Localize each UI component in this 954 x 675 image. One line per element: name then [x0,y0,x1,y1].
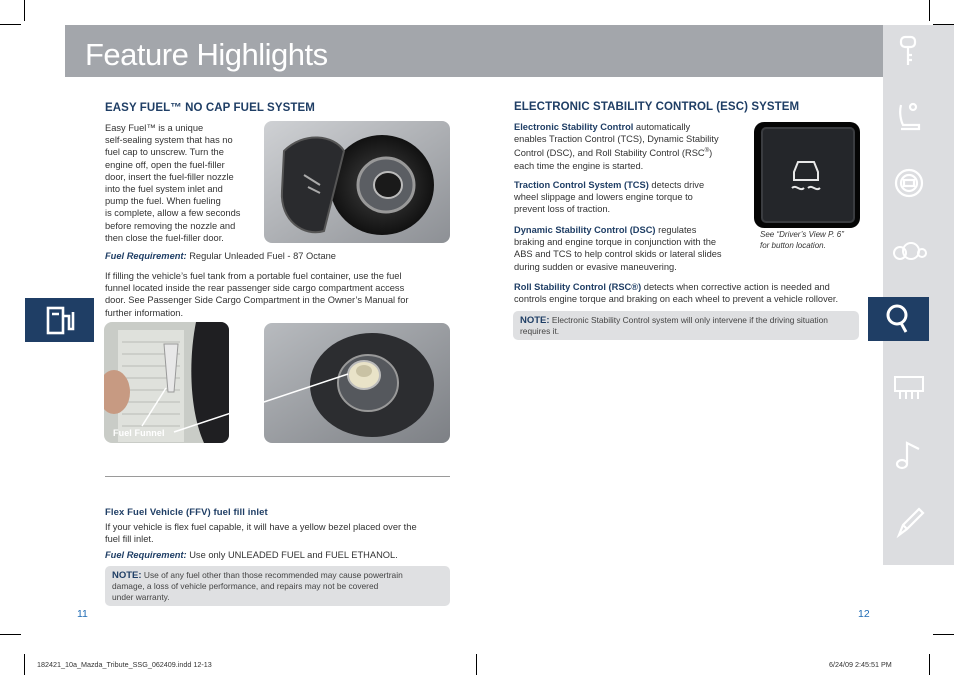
tab-climate[interactable] [883,365,935,409]
portable-container-paragraph: If filling the vehicle’s fuel tank from a portable fuel container, use the fuel funnel located inside the rear passenger side cargo compartment access door. See Passenger Side Cargo Compartment in the Owner’s Manual for further information. [105,271,409,318]
magnifier-icon [881,301,917,337]
tab-key[interactable] [883,29,935,73]
crop-mark [933,634,954,635]
esc-button-photo [754,122,860,228]
tab-seat[interactable] [883,95,935,139]
print-slug-file: 182421_10a_Mazda_Tribute_SSG_062409.indd 12-13 [37,660,212,669]
tab-audio[interactable] [883,433,935,477]
page-number-right: 12 [858,608,870,620]
tab-notes[interactable] [883,501,935,545]
crop-mark [929,654,930,675]
section-tab-rail [883,25,954,565]
gauges-icon [891,233,927,269]
steering-wheel-icon [891,165,927,201]
esc-paragraph: Electronic Stability Control automatically enables Traction Control (TCS), Dynamic Stability Control (DSC), and Roll Stability Control (RSC®) each time the engine is started. [514,122,719,171]
tab-features[interactable] [868,297,929,341]
seat-icon [891,99,927,135]
music-note-icon [891,437,927,473]
climate-control-icon [891,369,927,405]
ffv-heading: Flex Fuel Vehicle (FFV) fuel fill inlet [105,507,268,518]
tab-steering[interactable] [883,161,935,205]
fuel-pump-icon [42,303,78,337]
key-icon [891,33,927,69]
crop-mark [0,634,21,635]
crop-mark [929,0,930,21]
page-number-left: 11 [77,608,88,620]
ffv-fuel-requirement: Fuel Requirement: Use only UNLEADED FUEL and FUEL ETHANOL. [105,550,398,560]
esc-note: NOTE: Electronic Stability Control system will only intervene if the driving situation requires it. [513,311,859,340]
crop-mark [24,654,25,675]
fuel-filler-door-photo [264,121,450,243]
fuel-requirement: Fuel Requirement: Regular Unleaded Fuel - 87 Octane [105,251,336,261]
fuel-funnel-label: Fuel Funnel [113,428,165,438]
tab-gauges[interactable] [883,229,935,273]
ffv-paragraph: If your vehicle is flex fuel capable, it will have a yellow bezel placed over the fuel fill inlet. [105,522,417,545]
title-banner [65,25,883,77]
crop-mark [0,24,21,25]
dsc-paragraph: Dynamic Stability Control (DSC) regulates braking and engine torque in conjunction with the ABS and TCS to help control skids or lateral slides during sudden or evasive maneuvering. [514,225,722,272]
fuel-funnel-callout-lines [104,322,450,444]
esc-button-caption: See “Driver’s View P. 6” for button location. [760,230,844,250]
easy-fuel-heading: EASY FUEL™ NO CAP FUEL SYSTEM [105,102,315,114]
section-divider [105,476,450,477]
print-slug-timestamp: 6/24/09 2:45:51 PM [829,660,892,669]
easy-fuel-intro: Easy Fuel™ is a unique self-sealing system that has no fuel cap to unscrew. Turn the engine off, open the fuel-filler door, insert the fuel-filler nozzle into the fuel system inlet and pump the fuel. When fueling is complete, allow a few seconds before removing the nozzle and then close the fuel-filler door. [105,123,241,243]
tcs-paragraph: Traction Control System (TCS) detects drive wheel slippage and lowers engine torque to prevent loss of traction. [514,180,705,215]
page-title: Feature Highlights [85,37,328,72]
rsc-paragraph: Roll Stability Control (RSC®) detects when corrective action is needed and controls engine torque and braking on each wheel to prevent a vehicle rollover. [514,282,839,305]
crop-mark [476,654,477,675]
fuel-section-tab[interactable] [25,298,94,342]
pen-icon [891,505,927,541]
fuel-note: NOTE: Use of any fuel other than those recommended may cause powertrain damage, a loss of vehicle performance, and repairs may not be covered under warranty. [105,566,450,606]
esc-heading: ELECTRONIC STABILITY CONTROL (ESC) SYSTEM [514,101,800,113]
crop-mark [24,0,25,21]
